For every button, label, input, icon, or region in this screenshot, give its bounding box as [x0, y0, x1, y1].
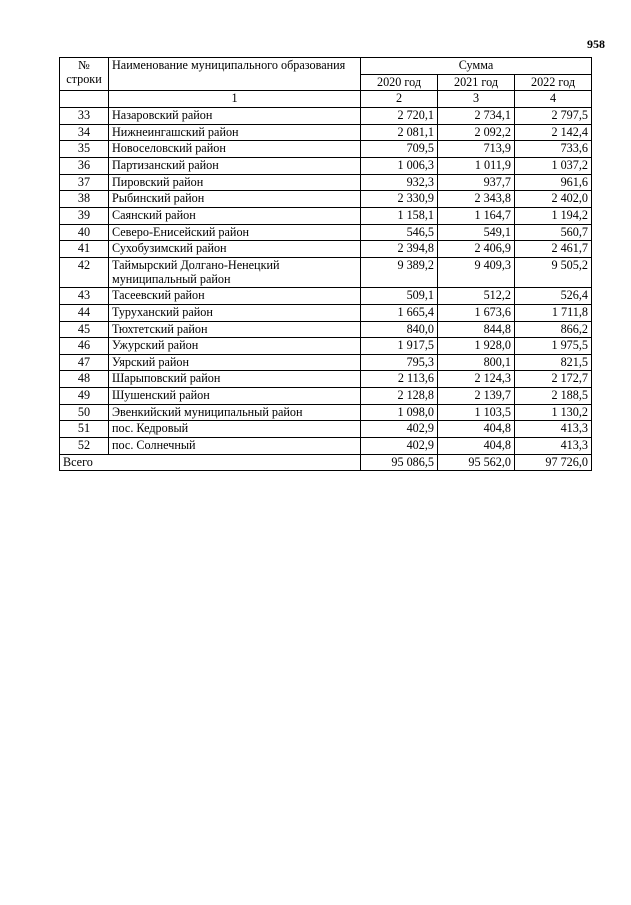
row-number-cell: 34 — [60, 124, 109, 141]
value-2021-cell: 549,1 — [438, 224, 515, 241]
municipality-name-cell: Ужурский район — [109, 338, 361, 355]
row-number-cell: 37 — [60, 174, 109, 191]
row-number-cell: 33 — [60, 107, 109, 124]
value-2021-cell: 1 928,0 — [438, 338, 515, 355]
row-number-cell: 38 — [60, 191, 109, 208]
municipality-name-cell: Таймырский Долгано-Ненецкий муниципальный район — [109, 257, 361, 287]
value-2020-cell: 2 720,1 — [361, 107, 438, 124]
municipality-name-cell: Партизанский район — [109, 157, 361, 174]
header-sum: Сумма — [361, 58, 592, 75]
header-year-2020: 2020 год — [361, 74, 438, 91]
table-row — [60, 257, 592, 287]
value-2020-cell: 1 098,0 — [361, 404, 438, 421]
value-2022-cell: 733,6 — [515, 141, 592, 158]
row-number-cell: 51 — [60, 421, 109, 438]
header-year-2022: 2022 год — [515, 74, 592, 91]
value-2020-cell: 2 113,6 — [361, 371, 438, 388]
page-number: 958 — [587, 37, 605, 51]
value-2020-cell: 709,5 — [361, 141, 438, 158]
value-2020-cell: 509,1 — [361, 288, 438, 305]
value-2022-cell: 413,3 — [515, 421, 592, 438]
value-2020-cell: 546,5 — [361, 224, 438, 241]
municipality-name-cell: Саянский район — [109, 207, 361, 224]
table-row — [60, 241, 592, 258]
value-2022-cell: 821,5 — [515, 354, 592, 371]
column-index-row — [60, 91, 592, 108]
municipality-name-cell: Рыбинский район — [109, 191, 361, 208]
row-number-cell: 42 — [60, 257, 109, 287]
table-row — [60, 141, 592, 158]
value-2021-cell: 2 406,9 — [438, 241, 515, 258]
row-number-cell: 49 — [60, 388, 109, 405]
value-2021-cell: 1 103,5 — [438, 404, 515, 421]
table-row — [60, 191, 592, 208]
table-row — [60, 421, 592, 438]
value-2020-cell: 932,3 — [361, 174, 438, 191]
total-2022: 97 726,0 — [515, 454, 592, 471]
municipality-name-cell: Сухобузимский район — [109, 241, 361, 258]
table-row — [60, 124, 592, 141]
municipality-name-cell: Шушенский район — [109, 388, 361, 405]
table-row — [60, 304, 592, 321]
header-year-2021: 2021 год — [438, 74, 515, 91]
value-2020-cell: 1 006,3 — [361, 157, 438, 174]
value-2021-cell: 404,8 — [438, 438, 515, 455]
table-header-row — [60, 58, 592, 75]
value-2022-cell: 1 037,2 — [515, 157, 592, 174]
value-2020-cell: 1 917,5 — [361, 338, 438, 355]
value-2021-cell: 844,8 — [438, 321, 515, 338]
value-2021-cell: 2 139,7 — [438, 388, 515, 405]
value-2022-cell: 2 461,7 — [515, 241, 592, 258]
value-2022-cell: 526,4 — [515, 288, 592, 305]
value-2021-cell: 404,8 — [438, 421, 515, 438]
row-number-cell: 43 — [60, 288, 109, 305]
table-row — [60, 224, 592, 241]
table-row — [60, 157, 592, 174]
municipality-name-cell: Тасеевский район — [109, 288, 361, 305]
table-row — [60, 288, 592, 305]
municipality-name-cell: пос. Солнечный — [109, 438, 361, 455]
row-number-cell: 45 — [60, 321, 109, 338]
value-2022-cell: 1 130,2 — [515, 404, 592, 421]
value-2021-cell: 1 011,9 — [438, 157, 515, 174]
total-row — [60, 454, 592, 471]
value-2020-cell: 2 128,8 — [361, 388, 438, 405]
value-2021-cell: 800,1 — [438, 354, 515, 371]
municipality-name-cell: Назаровский район — [109, 107, 361, 124]
municipality-name-cell: Уярский район — [109, 354, 361, 371]
column-index-cell — [60, 91, 109, 108]
value-2022-cell: 866,2 — [515, 321, 592, 338]
column-index-cell: 2 — [361, 91, 438, 108]
column-index-cell: 4 — [515, 91, 592, 108]
table-row — [60, 338, 592, 355]
value-2022-cell: 9 505,2 — [515, 257, 592, 287]
value-2022-cell: 2 797,5 — [515, 107, 592, 124]
row-number-cell: 47 — [60, 354, 109, 371]
row-number-cell: 35 — [60, 141, 109, 158]
value-2021-cell: 713,9 — [438, 141, 515, 158]
total-label: Всего — [60, 454, 361, 471]
row-number-cell: 52 — [60, 438, 109, 455]
municipality-name-cell: Тюхтетский район — [109, 321, 361, 338]
row-number-cell: 36 — [60, 157, 109, 174]
value-2020-cell: 9 389,2 — [361, 257, 438, 287]
table-row — [60, 107, 592, 124]
value-2022-cell: 1 711,8 — [515, 304, 592, 321]
header-row-number: № строки — [60, 58, 109, 91]
value-2022-cell: 2 172,7 — [515, 371, 592, 388]
row-number-cell: 44 — [60, 304, 109, 321]
table-row — [60, 207, 592, 224]
value-2020-cell: 1 158,1 — [361, 207, 438, 224]
value-2022-cell: 2 142,4 — [515, 124, 592, 141]
value-2020-cell: 795,3 — [361, 354, 438, 371]
value-2020-cell: 1 665,4 — [361, 304, 438, 321]
table-row — [60, 321, 592, 338]
value-2022-cell: 1 975,5 — [515, 338, 592, 355]
row-number-cell: 39 — [60, 207, 109, 224]
row-number-cell: 41 — [60, 241, 109, 258]
municipality-name-cell: Эвенкийский муниципальный район — [109, 404, 361, 421]
table-row — [60, 354, 592, 371]
municipality-name-cell: Туруханский район — [109, 304, 361, 321]
value-2021-cell: 9 409,3 — [438, 257, 515, 287]
value-2021-cell: 512,2 — [438, 288, 515, 305]
value-2022-cell: 560,7 — [515, 224, 592, 241]
value-2020-cell: 2 330,9 — [361, 191, 438, 208]
municipality-name-cell: пос. Кедровый — [109, 421, 361, 438]
value-2021-cell: 937,7 — [438, 174, 515, 191]
value-2021-cell: 2 124,3 — [438, 371, 515, 388]
value-2021-cell: 2 092,2 — [438, 124, 515, 141]
total-2021: 95 562,0 — [438, 454, 515, 471]
total-2020: 95 086,5 — [361, 454, 438, 471]
header-municipality-name: Наименование муниципального образования — [109, 58, 361, 91]
value-2021-cell: 2 343,8 — [438, 191, 515, 208]
value-2020-cell: 402,9 — [361, 438, 438, 455]
municipality-name-cell: Новоселовский район — [109, 141, 361, 158]
table-row — [60, 438, 592, 455]
table-row — [60, 388, 592, 405]
column-index-cell: 3 — [438, 91, 515, 108]
table-row — [60, 371, 592, 388]
value-2021-cell: 1 164,7 — [438, 207, 515, 224]
value-2020-cell: 2 081,1 — [361, 124, 438, 141]
value-2021-cell: 2 734,1 — [438, 107, 515, 124]
budget-table — [59, 57, 592, 471]
municipality-name-cell: Пировский район — [109, 174, 361, 191]
value-2020-cell: 2 394,8 — [361, 241, 438, 258]
value-2020-cell: 840,0 — [361, 321, 438, 338]
municipality-name-cell: Северо-Енисейский район — [109, 224, 361, 241]
row-number-cell: 46 — [60, 338, 109, 355]
value-2022-cell: 1 194,2 — [515, 207, 592, 224]
row-number-cell: 50 — [60, 404, 109, 421]
value-2022-cell: 2 188,5 — [515, 388, 592, 405]
municipality-name-cell: Нижнеингашский район — [109, 124, 361, 141]
municipality-name-cell: Шарыповский район — [109, 371, 361, 388]
table-row — [60, 174, 592, 191]
column-index-cell: 1 — [109, 91, 361, 108]
row-number-cell: 40 — [60, 224, 109, 241]
value-2022-cell: 2 402,0 — [515, 191, 592, 208]
value-2020-cell: 402,9 — [361, 421, 438, 438]
value-2022-cell: 961,6 — [515, 174, 592, 191]
value-2022-cell: 413,3 — [515, 438, 592, 455]
value-2021-cell: 1 673,6 — [438, 304, 515, 321]
table-body — [60, 107, 592, 454]
table-row — [60, 404, 592, 421]
row-number-cell: 48 — [60, 371, 109, 388]
